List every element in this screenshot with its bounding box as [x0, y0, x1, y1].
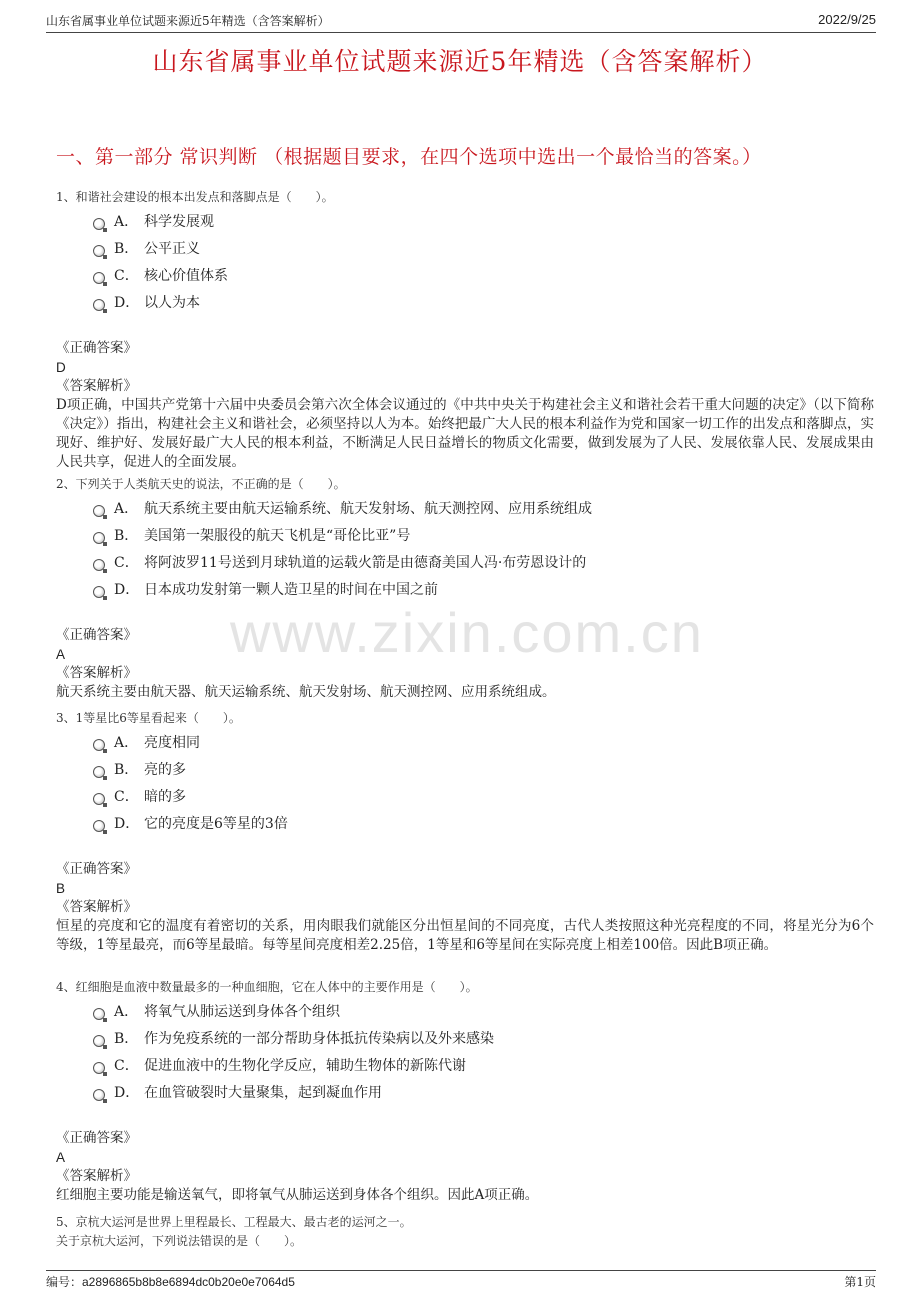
option-letter: B． — [114, 762, 139, 778]
option-list — [56, 730, 874, 838]
radio-icon[interactable] — [93, 739, 105, 751]
option-text: 它的亮度是6等星的3倍 — [144, 816, 288, 832]
radio-icon[interactable] — [93, 1008, 105, 1020]
question-1 — [56, 189, 874, 472]
option-text: 科学发展观 — [144, 214, 214, 230]
option-text: 将氧气从肺运送到身体各个组织 — [144, 1004, 340, 1020]
answer-block — [56, 860, 874, 955]
option-d[interactable] — [56, 1080, 874, 1107]
answer-block — [56, 339, 874, 472]
option-letter: A． — [114, 1004, 139, 1020]
option-c[interactable] — [56, 784, 874, 811]
explanation-text: 恒星的亮度和它的温度有着密切的关系，用肉眼我们就能区分出恒星间的不同亮度，古代人类按照这种光亮程度的不同，将星光分为6个等级，1等星最亮，而6等星最暗。每等星间亮度相差2.25倍，1等星和6等星间在实际亮度上相差100倍。因此B项正确。 — [56, 918, 874, 953]
answer-label: 《正确答案》 — [56, 340, 137, 356]
radio-icon[interactable] — [93, 299, 105, 311]
correct-answer: D — [56, 360, 66, 375]
option-list — [56, 496, 874, 604]
radio-icon[interactable] — [93, 505, 105, 517]
option-b[interactable] — [56, 236, 874, 263]
option-text: 暗的多 — [144, 789, 186, 805]
document-code: 编号：a2896865b8b8e6894dc0b20e0e7064d5 — [46, 1275, 295, 1289]
correct-answer: A — [56, 1150, 66, 1165]
option-b[interactable] — [56, 1026, 874, 1053]
explanation-text: 航天系统主要由航天器、航天运输系统、航天发射场、航天测控网、应用系统组成。 — [56, 684, 556, 700]
option-letter: B． — [114, 528, 139, 544]
question-2 — [56, 476, 874, 702]
option-text: 亮度相同 — [144, 735, 200, 751]
option-letter: B． — [114, 1031, 139, 1047]
section-heading: 一、第一部分 常识判断 （根据题目要求，在四个选项中选出一个最恰当的答案。） — [56, 146, 762, 168]
option-text: 促进血液中的生物化学反应，辅助生物体的新陈代谢 — [144, 1058, 466, 1074]
radio-icon[interactable] — [93, 272, 105, 284]
option-text: 作为免疫系统的一部分帮助身体抵抗传染病以及外来感染 — [144, 1031, 494, 1047]
option-letter: A． — [114, 735, 139, 751]
option-text: 美国第一架服役的航天飞机是“哥伦比亚”号 — [144, 528, 411, 544]
question-stem: 2、下列关于人类航天史的说法，不正确的是（ ）。 — [56, 477, 346, 491]
option-text: 公平正义 — [144, 241, 200, 257]
radio-icon[interactable] — [93, 1089, 105, 1101]
option-text: 日本成功发射第一颗人造卫星的时间在中国之前 — [144, 582, 438, 598]
question-stem: 4、红细胞是血液中数量最多的一种血细胞，它在人体中的主要作用是（ ）。 — [56, 980, 478, 994]
page-footer — [46, 1270, 876, 1290]
option-c[interactable] — [56, 1053, 874, 1080]
question-5 — [56, 1214, 874, 1249]
explanation-text: 红细胞主要功能是输送氧气，即将氧气从肺运送到身体各个组织。因此A项正确。 — [56, 1187, 539, 1203]
option-b[interactable] — [56, 757, 874, 784]
option-letter: D． — [114, 582, 140, 598]
option-letter: C． — [114, 555, 139, 571]
option-d[interactable] — [56, 290, 874, 317]
option-c[interactable] — [56, 263, 874, 290]
question-stem-line-2: 关于京杭大运河，下列说法错误的是（ ）。 — [56, 1234, 303, 1248]
correct-answer: A — [56, 647, 66, 662]
option-a[interactable] — [56, 999, 874, 1026]
watermark: www.zixin.com.cn — [230, 601, 704, 664]
radio-icon[interactable] — [93, 1062, 105, 1074]
question-4 — [56, 979, 874, 1205]
option-c[interactable] — [56, 550, 874, 577]
option-text: 亮的多 — [144, 762, 186, 778]
question-stem: 5、京杭大运河是世界上里程最长、工程最大、最古老的运河之一。 — [56, 1215, 412, 1229]
option-d[interactable] — [56, 577, 874, 604]
explanation-label: 《答案解析》 — [56, 899, 137, 915]
option-d[interactable] — [56, 811, 874, 838]
explanation-label: 《答案解析》 — [56, 665, 137, 681]
question-stem: 1、和谐社会建设的根本出发点和落脚点是（ ）。 — [56, 190, 334, 204]
page-number: 第1页 — [844, 1275, 876, 1289]
option-letter: C． — [114, 1058, 139, 1074]
option-letter: B． — [114, 241, 139, 257]
option-list — [56, 999, 874, 1107]
option-text: 以人为本 — [144, 295, 200, 311]
radio-icon[interactable] — [93, 766, 105, 778]
option-letter: C． — [114, 789, 139, 805]
option-a[interactable] — [56, 209, 874, 236]
option-b[interactable] — [56, 523, 874, 550]
radio-icon[interactable] — [93, 245, 105, 257]
question-3 — [56, 710, 874, 955]
option-text: 核心价值体系 — [144, 268, 228, 284]
option-letter: D． — [114, 816, 140, 832]
explanation-text: D项正确，中国共产党第十六届中央委员会第六次全体会议通过的《中共中央关于构建社会主义和谐社会若干重大问题的决定》（以下简称《决定》）指出，构建社会主义和谐社会，必须坚持以人为本。始终把最广大人民的根本利益作为党和国家一切工作的出发点和落脚点，实现好、维护好、发展好最广大人民的根本利益，不断满足人民日益增长的物质文化需要，做到发展为了人民、发展依靠人民、发展成果由人民共享，促进人的全面发展。 — [56, 397, 874, 470]
option-text: 航天系统主要由航天运输系统、航天发射场、航天测控网、应用系统组成 — [144, 501, 592, 517]
option-letter: D． — [114, 1085, 140, 1101]
page-header — [46, 12, 876, 33]
header-doc-title: 山东省属事业单位试题来源近5年精选（含答案解析） — [46, 14, 330, 28]
explanation-label: 《答案解析》 — [56, 378, 137, 394]
radio-icon[interactable] — [93, 559, 105, 571]
answer-block — [56, 1129, 874, 1205]
header-date: 2022/9/25 — [818, 12, 876, 27]
option-text: 将阿波罗11号送到月球轨道的运载火箭是由德裔美国人冯·布劳恩设计的 — [144, 555, 587, 571]
answer-label: 《正确答案》 — [56, 1130, 137, 1146]
answer-label: 《正确答案》 — [56, 861, 137, 877]
radio-icon[interactable] — [93, 218, 105, 230]
option-letter: A． — [114, 501, 139, 517]
radio-icon[interactable] — [93, 1035, 105, 1047]
answer-label: 《正确答案》 — [56, 627, 137, 643]
radio-icon[interactable] — [93, 532, 105, 544]
option-a[interactable] — [56, 496, 874, 523]
question-stem: 3、1等星比6等星看起来（ ）。 — [56, 711, 241, 725]
explanation-label: 《答案解析》 — [56, 1168, 137, 1184]
option-a[interactable] — [56, 730, 874, 757]
option-letter: D． — [114, 295, 140, 311]
option-letter: C． — [114, 268, 139, 284]
document-title: 山东省属事业单位试题来源近5年精选（含答案解析） — [152, 47, 768, 76]
answer-block — [56, 626, 874, 702]
option-text: 在血管破裂时大量聚集，起到凝血作用 — [144, 1085, 382, 1101]
correct-answer: B — [56, 881, 66, 896]
radio-icon[interactable] — [93, 586, 105, 598]
radio-icon[interactable] — [93, 793, 105, 805]
option-list — [56, 209, 874, 317]
radio-icon[interactable] — [93, 820, 105, 832]
option-letter: A． — [114, 214, 139, 230]
